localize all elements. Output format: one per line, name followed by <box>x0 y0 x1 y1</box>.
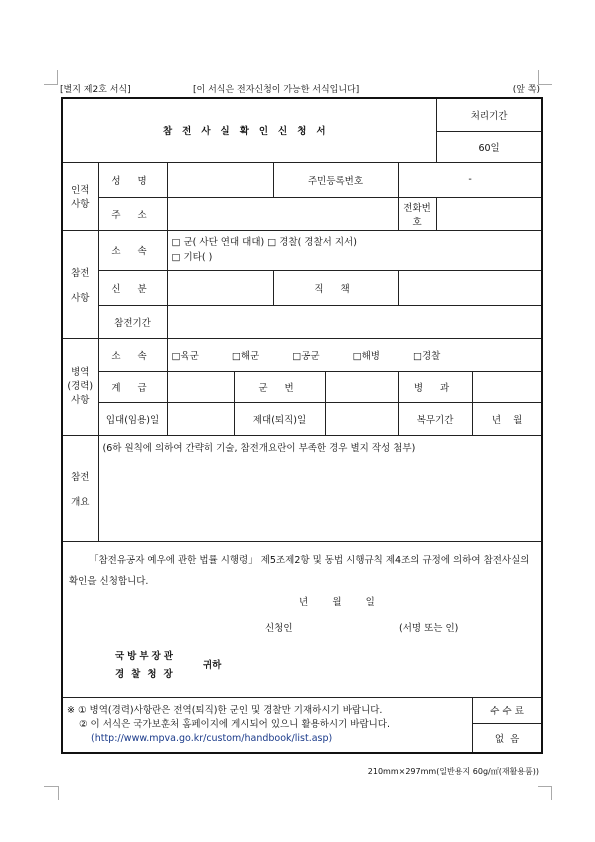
form-number: [별지 제2호 서식] <box>60 85 131 95</box>
branch-label: 병 과 <box>398 371 472 402</box>
army-checkbox[interactable]: □육군 <box>171 350 199 362</box>
declaration-block <box>62 541 542 697</box>
personal-section-label: 인적 사항 <box>62 162 98 230</box>
name-label: 성 명 <box>98 162 167 197</box>
mpva-link[interactable]: (http://www.mpva.go.kr/custom/handbook/list.asp) <box>91 732 333 744</box>
police-checkbox[interactable]: □경찰 <box>413 350 441 362</box>
address-field[interactable] <box>167 197 398 230</box>
military-affiliation-label: 소 속 <box>98 338 167 371</box>
name-field[interactable] <box>167 162 273 197</box>
service-affiliation-label: 소 속 <box>98 230 167 270</box>
enlist-date-field[interactable] <box>167 402 234 435</box>
status-field[interactable] <box>167 270 273 305</box>
fee-label: 수 수 료 <box>472 697 542 723</box>
crop-mark <box>538 70 552 84</box>
crop-mark <box>538 84 552 98</box>
rank-field[interactable] <box>167 371 234 402</box>
serial-number-field[interactable] <box>325 371 398 402</box>
form-header <box>60 82 540 96</box>
honorific: 귀하 <box>203 659 222 671</box>
service-period-field[interactable]: 년 월 <box>472 402 542 435</box>
fee-value: 없 음 <box>472 723 542 753</box>
processing-period-label: 처리기간 <box>436 98 542 131</box>
e-application-notice: [이 서식은 전자신청이 가능한 서식입니다] <box>193 85 360 95</box>
addressee-police: 경찰청장 <box>115 668 180 680</box>
duty-label: 직 책 <box>273 270 398 305</box>
applicant-label: 신청인 <box>265 622 293 634</box>
summary-instruction: (6하 원칙에 의하여 간략히 기술, 참전개요란이 부족한 경우 별지 작성 첨부) <box>102 442 416 454</box>
participation-period-field[interactable] <box>167 305 542 338</box>
summary-section-label: 참전 개요 <box>62 435 98 541</box>
processing-period-value: 60일 <box>436 131 542 162</box>
crop-mark <box>44 70 58 84</box>
form-title: 참전사실확인신청서 <box>62 98 436 162</box>
crop-mark <box>538 786 552 800</box>
phone-label: 전화번호 <box>398 197 436 230</box>
rank-label: 계 급 <box>98 371 167 402</box>
address-label: 주 소 <box>98 197 167 230</box>
affiliation-other-line[interactable]: □ 기타( ) <box>171 252 213 263</box>
crop-mark <box>44 84 58 98</box>
affiliation-checkbox-line[interactable]: □ 군( 사단 연대 대대) □ 경찰( 경찰서 지서) <box>171 237 357 248</box>
rrn-field[interactable]: - <box>398 162 542 197</box>
summary-field[interactable] <box>98 435 542 541</box>
notes-block <box>62 697 472 753</box>
rrn-label: 주민등록번호 <box>273 162 398 197</box>
paper-spec: 210mm×297mm(일반용지 60g/㎡(재활용품)) <box>367 767 539 776</box>
branch-field[interactable] <box>472 371 542 402</box>
participation-period-label: 참전기간 <box>98 305 167 338</box>
signature-label[interactable]: (서명 또는 인) <box>399 622 459 634</box>
service-section-label: 참전 사항 <box>62 230 98 338</box>
military-section-label: 병역 (경력) 사항 <box>62 338 98 435</box>
duty-field[interactable] <box>398 270 542 305</box>
airforce-checkbox[interactable]: □공군 <box>292 350 320 362</box>
note-2: ② 이 서식은 국가보훈처 홈페이지에 게시되어 있으니 활용하시기 바랍니다. <box>79 718 391 730</box>
marine-checkbox[interactable]: □해병 <box>352 350 380 362</box>
navy-checkbox[interactable]: □해군 <box>231 350 260 362</box>
discharge-date-field[interactable] <box>325 402 398 435</box>
serial-number-label: 군 번 <box>234 371 325 402</box>
enlist-date-label: 입대(임용)일 <box>98 402 167 435</box>
addressee-minister: 국방부장관 <box>115 650 176 662</box>
declaration-text: 「참전유공자 예우에 관한 법률 시행령」 제5조제2항 및 동법 시행규칙 제4조의 규정에 의하여 참전사실의 확인을 신청합니다. <box>69 554 530 587</box>
note-1: ※ ① 병역(경력)사항란은 전역(퇴직)한 군인 및 경찰만 기재하시기 바랍니다. <box>67 704 383 716</box>
page-side: (앞 쪽) <box>512 85 540 95</box>
phone-field[interactable] <box>436 197 542 230</box>
crop-mark <box>44 786 58 800</box>
crop-mark <box>58 786 72 800</box>
application-form <box>61 97 543 754</box>
application-date[interactable]: 년 월 일 <box>299 596 375 608</box>
status-label: 신 분 <box>98 270 167 305</box>
service-period-label: 복무기간 <box>398 402 472 435</box>
discharge-date-label: 제대(퇴직)일 <box>234 402 325 435</box>
